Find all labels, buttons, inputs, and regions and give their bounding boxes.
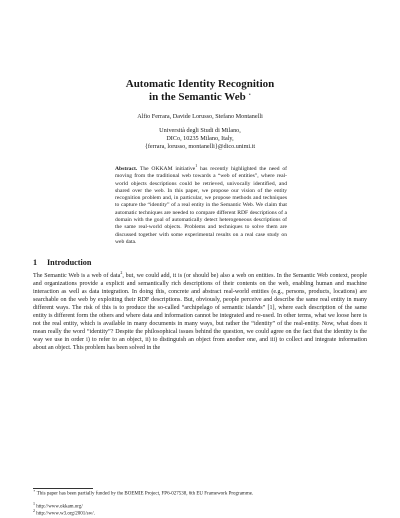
abstract-footnote-mark: 1 — [195, 163, 198, 169]
body-text-b: , but, we could add, it is (or should be) also a web on entities. In the Semantic Web context, people and organizations provide a explicit and semantically rich descriptions of their contents on the web, enabling human and machine interaction as well as data integration. In doing this, concrete and abstract real-world entities (e.g., persons, products, locations) are searchable on the web by exploiting their RDF descriptions. But, obviously, people perceive and describe the same real entity in many different ways. The risk of this is to produce the so-called “archipelago of semantic islands” [1], where each description of the same entity is different form the others and where data and information cannot be integrated and re-used. In other terms, what we loose here is not the real entity, which is available in many documents in many ways, but rather the “identity” of the real-entity. Now, what does it mean really the word “identity”? Despite the philosophical issues behind the question, we could agree on the fact that the identity is the way we use in order i) to refer to an object, ii) to distinguish an object from another one, and iii) to collect and integrate information about an object. This problem has been solved in the — [33, 273, 367, 352]
abstract-text-b: has recently highlighted the need of moving from the traditional web towards a “web of entities”, where real-world objects descriptions could be retrieved, univocally identified, and shared over the web. In this paper, we propose our vision of the entity recognition problem and, in particular, we propose methods and techniques to capture the “identity” of a real entity in the Semantic Web. We claim that automatic techniques are needed to compare different RDF descriptions of a domain with the goal of automatically detect heterogeneous descriptions of the same real-world objects. Problems and techniques to solve them are discussed together with some experimental results on a real case study on web data. — [115, 166, 287, 245]
footnote-1 — [33, 501, 367, 511]
title-line-2-text: in the Semantic Web — [149, 91, 246, 103]
title-line-1-text: Automatic Identity Recognition — [125, 78, 275, 90]
footnote-1-url: http://www.okkam.org/ — [36, 504, 83, 510]
footnote-funding — [33, 488, 367, 498]
introduction-paragraph — [33, 269, 367, 352]
body-text-a: The Semantic Web is a web of data — [33, 273, 121, 279]
paper-title-line-1 — [0, 78, 400, 91]
footnote-2 — [33, 508, 367, 518]
abstract-text-a: The OKKAM initiative — [139, 166, 196, 172]
footnote-2-mark: 2 — [33, 508, 35, 513]
body-footnote-mark: 2 — [120, 269, 123, 275]
footnote-funding-text: This paper has been partially funded by the BOEMIE Project, FP6-027538, 6th EU Framework Programme. — [36, 491, 254, 497]
abstract-block — [115, 163, 287, 246]
section-title: Introduction — [47, 258, 92, 267]
footnote-1-mark: 1 — [33, 501, 35, 506]
footnote-2-url: http://www.w3.org/2001/sw/. — [36, 511, 95, 517]
footnote-rule — [33, 488, 93, 489]
section-number: 1 — [33, 258, 38, 267]
footnote-star-mark: ⋆ — [33, 488, 36, 493]
author-list: Alfio Ferrara, Davide Lorusso, Stefano Montanelli — [137, 113, 263, 120]
affiliation-emails: {ferrara, lorusso, montanelli}@dico.unimi.it — [144, 143, 256, 150]
paper-title-line-2 — [0, 91, 400, 104]
affiliation-line-1: Università degli Studi di Milano, — [159, 127, 241, 134]
affiliation-line-2: DICo, 10235 Milano, Italy, — [166, 135, 234, 142]
abstract-label: Abstract. — [115, 166, 138, 172]
section-heading — [33, 258, 91, 268]
title-footnote-mark: ⋆ — [248, 91, 251, 97]
